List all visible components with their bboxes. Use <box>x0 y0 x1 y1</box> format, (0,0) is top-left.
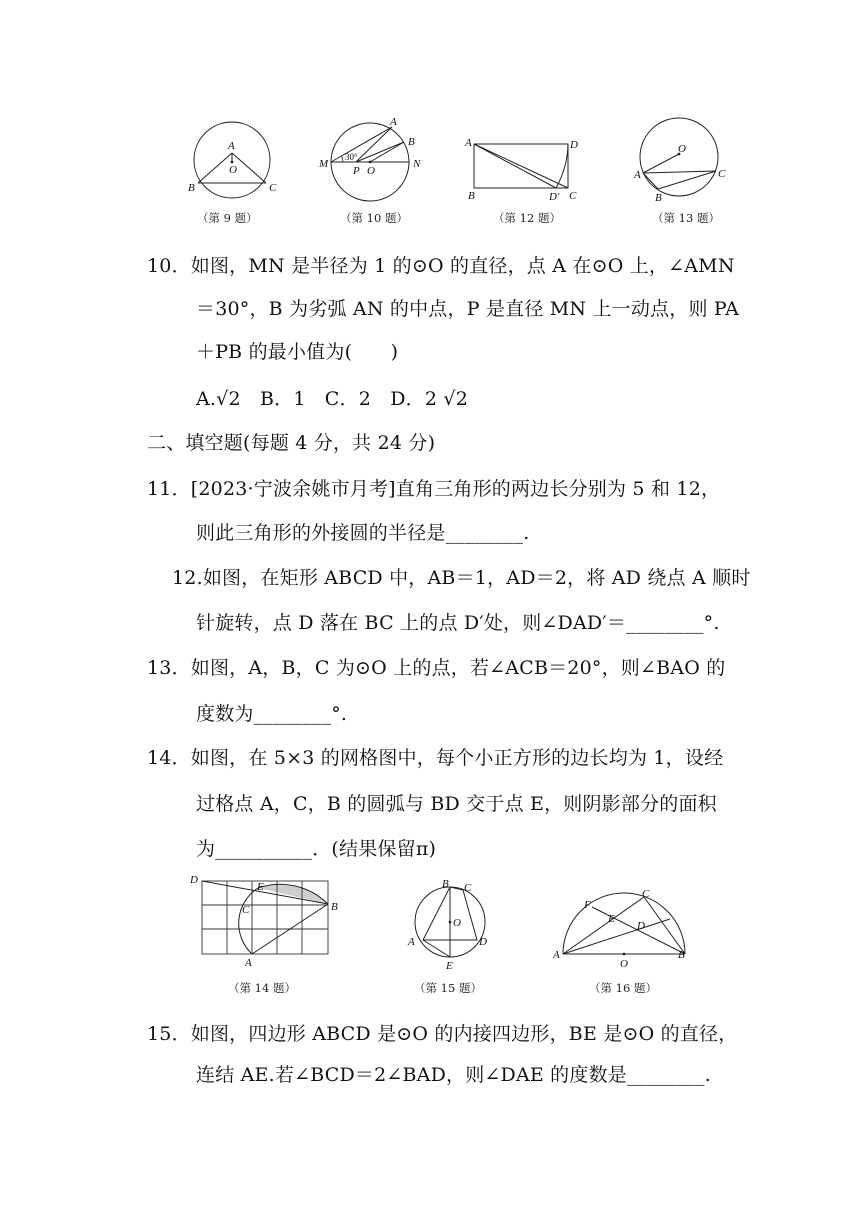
q15-line2: 连结 AE.若∠BCD＝2∠BAD，则∠DAE 的度数是________. <box>196 1064 711 1086</box>
q11-line1: 11．[2023·宁波余姚市月考]直角三角形的两边长分别为 5 和 12， <box>147 478 721 500</box>
figure-15 <box>404 877 494 972</box>
fig9-label-c: C <box>269 182 277 194</box>
fig15-label-o: O <box>453 917 461 929</box>
figure-16-diagram <box>553 886 693 974</box>
figure-16 <box>553 886 693 974</box>
fig14-label-e: E <box>257 881 264 893</box>
fig10-label-o: O <box>367 165 375 177</box>
fig10-label-n: N <box>413 158 421 170</box>
figure-13-diagram <box>628 112 728 207</box>
caption-16: （第 16 题） <box>589 981 657 995</box>
caption-12: （第 12 题） <box>493 211 561 225</box>
fig13-label-o: O <box>678 143 686 155</box>
figure-10-diagram <box>316 115 428 210</box>
fig12-label-d: D <box>570 139 578 151</box>
q11-line2: 则此三角形的外接圆的半径是________. <box>196 522 530 544</box>
fig10-label-m: M <box>319 158 329 170</box>
fig10-label-b: B <box>408 136 415 148</box>
figure-9 <box>185 118 280 208</box>
q10-line3: ＋PB 的最小值为( ) <box>196 341 399 363</box>
fig16-label-o: O <box>620 958 628 970</box>
fig16-label-b: B <box>678 949 685 961</box>
fig15-label-e: E <box>446 960 453 972</box>
q14-line3: 为__________．(结果保留π) <box>196 838 437 860</box>
q15-line1: 15．如图，四边形 ABCD 是⊙O 的内接四边形，BE 是⊙O 的直径， <box>147 1023 738 1045</box>
caption-10: （第 10 题） <box>340 211 408 225</box>
figure-15-diagram <box>404 877 494 972</box>
q13-line1: 13．如图，A，B，C 为⊙O 上的点，若∠ACB＝20°，则∠BAO 的 <box>147 657 726 679</box>
fig10-label-a: A <box>390 116 397 128</box>
figure-14 <box>186 872 346 967</box>
fig12-label-c: C <box>569 190 577 202</box>
figure-12-diagram <box>462 132 584 204</box>
figure-9-diagram <box>185 118 280 208</box>
fig15-label-b: B <box>442 878 449 890</box>
fig13-label-c: C <box>718 168 726 180</box>
fig16-label-c: C <box>642 888 650 900</box>
fig16-label-a: A <box>553 949 560 961</box>
fig14-label-a: A <box>245 957 252 967</box>
fig9-label-a: A <box>228 140 235 152</box>
fig16-label-d: D <box>637 920 645 932</box>
fig14-label-b: B <box>331 901 338 913</box>
caption-13: （第 13 题） <box>652 211 720 225</box>
fig16-label-e: E <box>608 913 615 925</box>
q14-line1: 14．如图，在 5×3 的网格图中，每个小正方形的边长均为 1，设经 <box>147 747 724 769</box>
q10-line1: 10．如图，MN 是半径为 1 的⊙O 的直径，点 A 在⊙O 上，∠AMN <box>147 255 735 277</box>
q12-line2: 针旋转，点 D 落在 BC 上的点 D′处，则∠DAD′＝________°. <box>196 612 720 634</box>
figure-14-diagram <box>186 872 346 967</box>
fig15-label-a: A <box>408 936 415 948</box>
q12-line1: 12.如图，在矩形 ABCD 中，AB＝1，AD＝2，将 AD 绕点 A 顺时 <box>172 567 751 589</box>
figure-10 <box>316 115 428 210</box>
fig15-label-d: D <box>479 936 487 948</box>
q14-line2: 过格点 A，C，B 的圆弧与 BD 交于点 E，则阴影部分的面积 <box>196 793 717 815</box>
fig14-label-d: D <box>190 874 198 886</box>
fig9-label-b: B <box>188 182 195 194</box>
figure-12 <box>462 132 584 204</box>
fig15-label-c: C <box>464 882 472 894</box>
fig9-label-o: O <box>229 164 237 176</box>
fig14-label-c: C <box>242 904 250 916</box>
fig10-label-30deg: 30° <box>345 152 358 162</box>
q10-line2: ＝30°，B 为劣弧 AN 的中点，P 是直径 MN 上一动点，则 PA <box>196 298 740 320</box>
caption-14: （第 14 题） <box>228 981 296 995</box>
figure-13 <box>628 112 728 207</box>
q13-line2: 度数为________°. <box>196 703 348 725</box>
fig12-label-dprime: D′ <box>549 191 560 203</box>
caption-15: （第 15 题） <box>414 981 482 995</box>
fig12-label-a: A <box>465 137 472 149</box>
section-2-heading: 二、填空题(每题 4 分，共 24 分) <box>147 432 436 454</box>
fig16-label-f: F <box>584 899 591 911</box>
fig12-label-b: B <box>468 190 475 202</box>
fig13-label-a: A <box>634 169 641 181</box>
q10-options: A.√2 B．1 C．2 D．2 √2 <box>196 388 468 410</box>
fig10-label-p: P <box>353 165 360 177</box>
caption-9: （第 9 题） <box>197 211 258 225</box>
fig13-label-b: B <box>655 192 662 204</box>
